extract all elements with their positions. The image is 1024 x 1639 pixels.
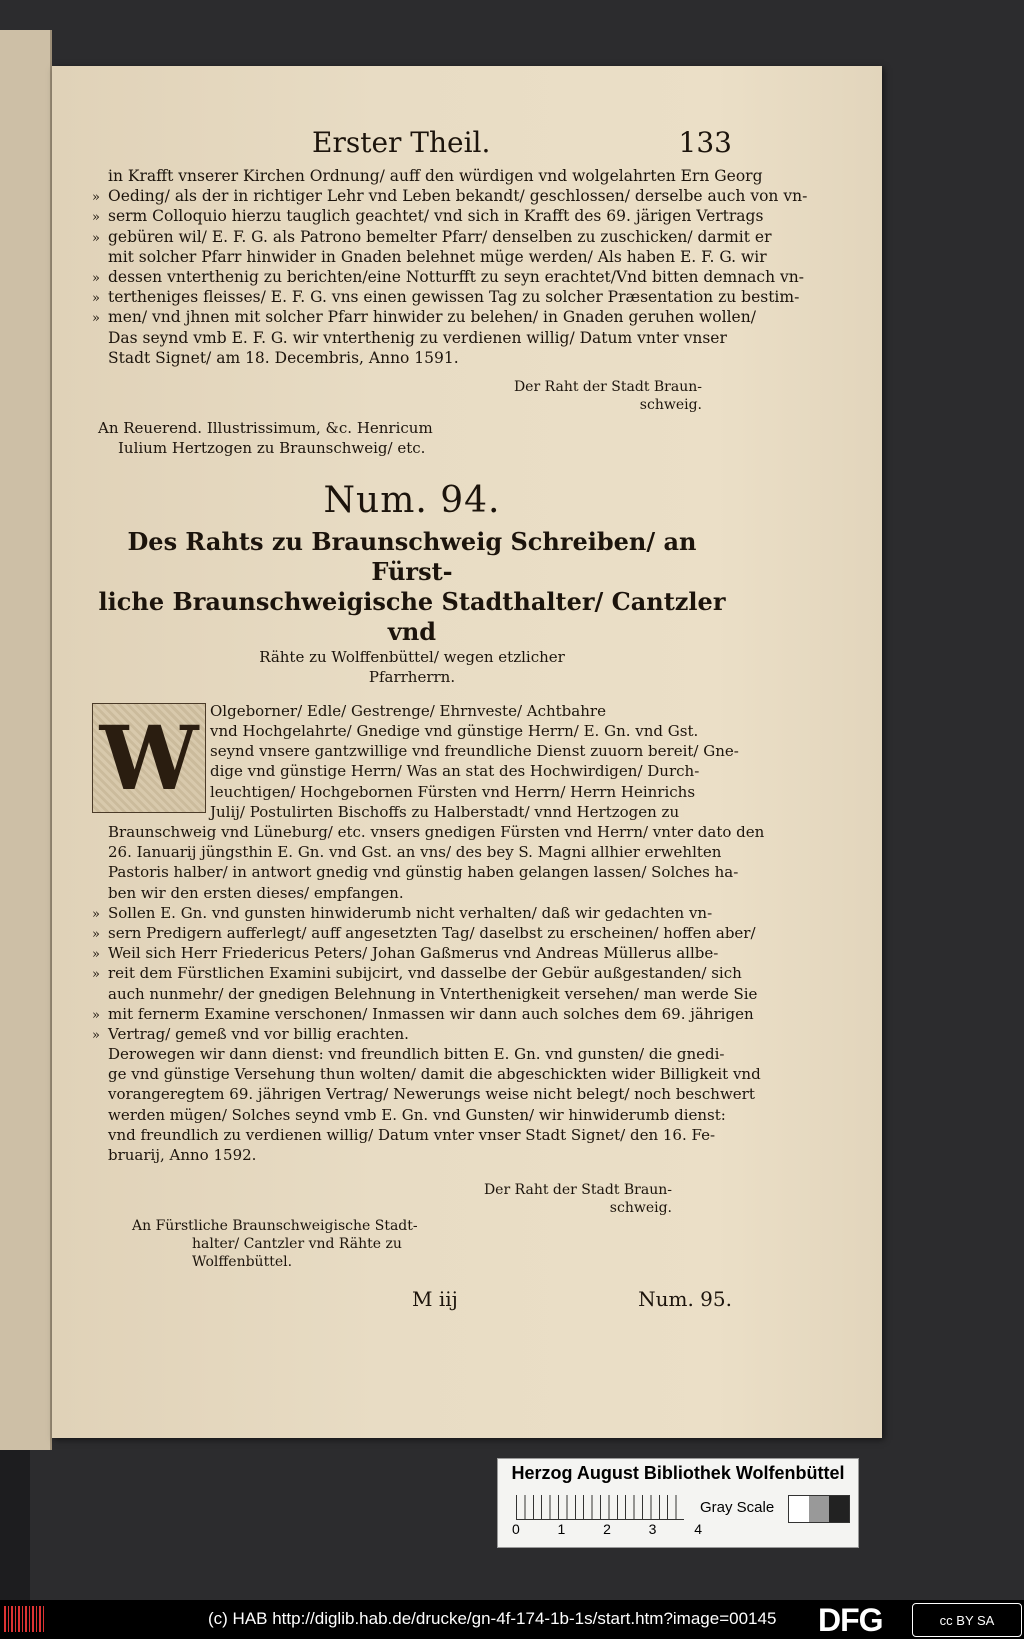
letter-2-text — [92, 701, 765, 1165]
quote-mark: » — [92, 230, 100, 246]
line-text: Braunschweig vnd Lüneburg/ etc. vnsers gnedigen Fürsten vnd Herrn/ vnter dato den — [108, 823, 765, 841]
text-line — [92, 287, 800, 307]
text-line — [92, 842, 732, 862]
line-text: Stadt Signet/ am 18. Decembris, Anno 1591. — [108, 348, 459, 367]
cc-license-badge[interactable]: cc BY SA — [912, 1603, 1022, 1637]
text-line — [92, 943, 732, 963]
text-line — [92, 701, 732, 721]
signature-2 — [92, 1181, 732, 1217]
page-content — [92, 126, 808, 1317]
heading-line: Des Rahts zu Braunschweig Schreiben/ an Fürst- — [127, 526, 697, 586]
ruler-number: 0 — [512, 1521, 520, 1537]
line-text: 26. Ianuarij jüngsthin E. Gn. vnd Gst. an vns/ des bey S. Magni allhier erwehlten — [108, 843, 722, 862]
swatch-white — [789, 1496, 809, 1522]
ruler-number: 1 — [557, 1521, 566, 1537]
line-text: ben wir den ersten dieses/ empfangen. — [108, 883, 404, 902]
text-line — [92, 721, 732, 741]
text-line — [92, 1145, 732, 1165]
text-line — [92, 802, 732, 822]
ruler-numbers — [512, 1521, 702, 1537]
quote-mark: » — [92, 906, 100, 922]
line-text: seynd vnsere gantzwillige vnd freundliche Dienst zuuorn bereit/ Gne- — [210, 742, 739, 761]
text-line — [92, 1064, 761, 1084]
line-text: vnd freundlich zu verdienen willig/ Datum vnter vnser Stadt Signet/ den 16. Fe- — [108, 1125, 716, 1144]
text-line — [92, 741, 739, 761]
text-line — [92, 1084, 755, 1104]
line-text: Oeding/ als der in richtiger Lehr vnd Leben bekandt/ geschlossen/ derselbe auch von vn- — [108, 187, 808, 206]
copyright-link[interactable]: (c) HAB http://diglib.hab.de/drucke/gn-4f-174-1b-1s/start.htm?image=00145 — [208, 1609, 777, 1628]
quote-mark: » — [92, 1027, 100, 1043]
document-number: Num. 94. — [323, 479, 501, 521]
letter-1-text — [92, 166, 808, 368]
text-line — [92, 1105, 732, 1125]
catchword: Num. 95. — [638, 1287, 732, 1312]
text-line — [92, 923, 756, 943]
address-1 — [92, 418, 732, 458]
text-line — [92, 822, 765, 842]
line-text: Pastoris halber/ in antwort gnedig vnd günstig haben gelangen lassen/ Solches ha- — [108, 863, 739, 882]
text-line — [92, 761, 732, 781]
text-line — [92, 963, 742, 983]
page-header — [92, 126, 732, 166]
line-text: leuchtigen/ Hochgebornen Fürsten vnd Herrn/ Herrn Heinrichs — [210, 782, 696, 801]
address-2 — [92, 1217, 732, 1271]
quote-mark: » — [92, 210, 100, 226]
line-text: men/ vnd jhnen mit solcher Pfarr hinwider zu belehen/ in Gnaden geruhen wollen/ — [108, 308, 756, 327]
text-line — [92, 307, 756, 327]
signature-line: schweig. — [609, 1200, 672, 1217]
heading-line: liche Braunschweigische Stadthalter/ Cantzler vnd — [98, 586, 726, 646]
library-name: Herzog August Bibliothek Wolfenbüttel — [511, 1463, 845, 1483]
signature-1 — [92, 378, 732, 414]
quote-mark: » — [92, 190, 100, 206]
text-line — [92, 862, 739, 882]
line-text: gebüren wil/ E. F. G. als Patrono bemelter Pfarr/ denselben zu zuschicken/ darmit er — [108, 227, 772, 246]
gray-scale-label: Gray Scale — [700, 1499, 775, 1516]
signature-line: Der Raht der Stadt Braun- — [483, 1182, 672, 1199]
text-line — [92, 1125, 732, 1145]
text-line — [92, 166, 763, 186]
text-line — [92, 267, 804, 287]
text-line — [92, 1044, 732, 1064]
left-strip — [0, 1450, 30, 1600]
text-line — [92, 227, 772, 247]
text-line — [92, 348, 732, 368]
text-line — [92, 328, 732, 348]
line-text: werden mügen/ Solches seynd vmb E. Gn. vnd Gunsten/ wir hinwiderumb dienst: — [108, 1105, 726, 1124]
swatch-black — [829, 1496, 849, 1522]
address-line: halter/ Cantzler vnd Rähte zu — [192, 1236, 402, 1253]
gray-scale-swatches — [788, 1495, 850, 1523]
line-text: bruarij, Anno 1592. — [108, 1146, 257, 1164]
line-text: dessen vnterthenig zu berichten/eine Notturfft zu seyn erachtet/Vnd bitten demnach vn- — [108, 267, 804, 286]
line-text: mit fernerm Examine verschonen/ Inmassen wir dann auch solches dem 69. jährigen — [108, 1004, 754, 1023]
library-color-label — [497, 1458, 859, 1548]
text-line — [92, 206, 764, 226]
line-text: Julij/ Postulirten Bischoffs zu Halberstadt/ vnnd Hertzogen zu — [210, 802, 680, 821]
page-footer — [92, 1287, 732, 1317]
text-line — [92, 883, 732, 903]
address-line: Iulium Hertzogen zu Braunschweig/ etc. — [118, 438, 426, 457]
ruler-number: 2 — [603, 1521, 611, 1537]
book-page — [52, 66, 882, 1438]
quote-mark: » — [92, 291, 100, 307]
letter-2-body — [92, 701, 765, 1165]
sheet-signature: M iij — [412, 1287, 458, 1312]
page-number: 133 — [678, 126, 732, 159]
swatch-gray — [809, 1496, 829, 1522]
line-text: mit solcher Pfarr hinwider in Gnaden belehnet müge werden/ Als haben E. F. G. wir — [108, 247, 767, 266]
text-line — [92, 984, 758, 1004]
address-line: An Reuerend. Illustrissimum, &c. Henricum — [98, 418, 433, 437]
quote-mark: » — [92, 270, 100, 286]
line-text: Vertrag/ gemeß vnd vor billig erachten. — [108, 1024, 409, 1043]
line-text: reit dem Fürstlichen Examini subijcirt, vnd dasselbe der Gebür außgestanden/ sich — [108, 964, 742, 983]
quote-mark: » — [92, 967, 100, 983]
subheading-line: Rähte zu Wolffenbüttel/ wegen etzlicher — [259, 647, 565, 666]
running-head: Erster Theil. — [312, 126, 491, 159]
left-page-edge — [0, 30, 52, 1450]
viewer-bottom-bar — [0, 1600, 1024, 1639]
ruler-number: 4 — [694, 1521, 702, 1537]
address-line: Wolffenbüttel. — [192, 1254, 293, 1271]
line-text: Sollen E. Gn. vnd gunsten hinwiderumb nicht verhalten/ daß wir gedachten vn- — [108, 903, 713, 922]
text-line — [92, 903, 732, 923]
quote-mark: » — [92, 926, 100, 942]
decorated-initial: W — [92, 703, 206, 813]
signature-line: Der Raht der Stadt Braun- — [513, 378, 702, 395]
line-text: serm Colloquio hierzu tauglich geachtet/ vnd sich in Krafft des 69. järigen Vertrags — [108, 207, 764, 226]
line-text: vnd Hochgelahrte/ Gnedige vnd günstige Herrn/ E. Gn. vnd Gst. — [210, 722, 699, 741]
document-subheading — [92, 647, 732, 687]
line-text: Derowegen wir dann dienst: vnd freundlich bitten E. Gn. vnd gunsten/ die gnedi- — [108, 1045, 725, 1064]
text-line — [92, 1024, 732, 1044]
document-heading — [92, 527, 732, 647]
line-text: vorangeregtem 69. jährigen Vertrag/ Newerungs weise nicht belegt/ noch beschwert — [108, 1085, 755, 1104]
barcode-icon — [4, 1606, 46, 1632]
line-text: Weil sich Herr Friedericus Peters/ Johan Gaßmerus vnd Andreas Müllerus allbe- — [108, 944, 719, 963]
dfg-logo: DFG — [818, 1602, 883, 1638]
line-text: dige vnd günstige Herrn/ Was an stat des Hochwirdigen/ Durch- — [210, 762, 700, 781]
line-text: tertheniges fleisses/ E. F. G. vns einen gewissen Tag zu solcher Præsentation zu bestim- — [108, 288, 800, 307]
scale-ruler — [516, 1495, 684, 1520]
line-text: auch nunmehr/ der gnedigen Belehnung in Vnterthenigkeit versehen/ man werde Sie — [108, 984, 758, 1003]
text-line — [92, 782, 732, 802]
line-text: Das seynd vmb E. F. G. wir vnterthenig zu verdienen willig/ Datum vnter vnser — [108, 328, 727, 347]
address-line: An Fürstliche Braunschweigische Stadt- — [132, 1218, 418, 1235]
quote-mark: » — [92, 947, 100, 963]
quote-mark: » — [92, 311, 100, 327]
text-line — [92, 186, 808, 206]
line-text: in Krafft vnserer Kirchen Ordnung/ auff den würdigen vnd wolgelahrten Ern Georg — [108, 167, 763, 185]
line-text: Olgeborner/ Edle/ Gestrenge/ Ehrnveste/ Achtbahre — [210, 701, 606, 720]
line-text: sern Predigern aufferlegt/ auff angesetzten Tag/ daselbst zu erscheinen/ hoffen aber/ — [108, 923, 756, 942]
ruler-number: 3 — [648, 1521, 657, 1537]
quote-mark: » — [92, 1007, 100, 1023]
signature-line: schweig. — [639, 396, 702, 413]
text-line — [92, 1004, 754, 1024]
text-line — [92, 247, 767, 267]
line-text: ge vnd günstige Versehung thun wolten/ damit die abgeschickten wider Billigkeit vnd — [108, 1065, 761, 1084]
subheading-line: Pfarrherrn. — [368, 667, 456, 686]
